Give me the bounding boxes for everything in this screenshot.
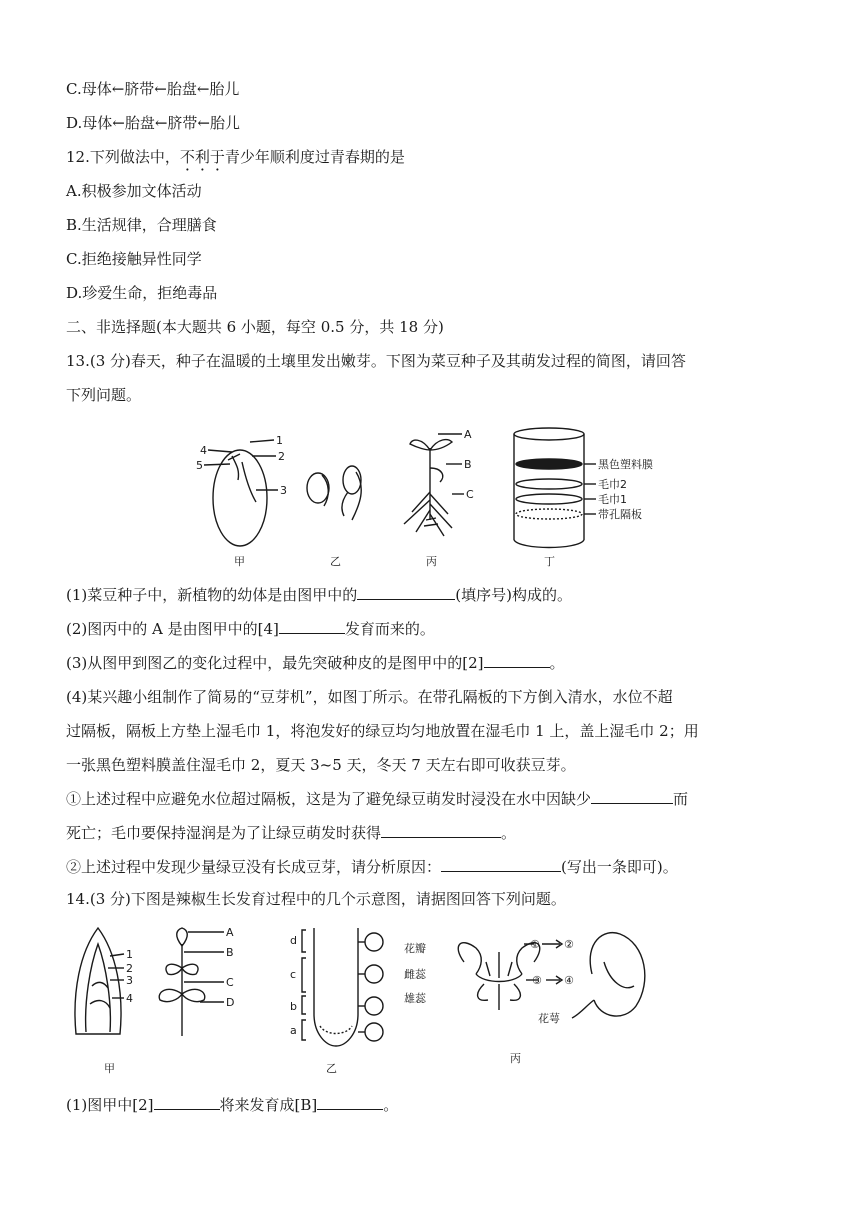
answer-blank[interactable] (317, 1094, 383, 1110)
q13-part4a-line2-tail: 。 (501, 824, 517, 842)
q11-option-c: C.母体←脐带←胎盘←胎儿 (66, 80, 240, 98)
q14-part1-tail: 。 (383, 1096, 399, 1114)
q13-part4b-tail: (写出一条即可)。 (561, 858, 678, 876)
shoot-label-b: B (226, 946, 234, 959)
seed-label-4: 4 (200, 444, 207, 457)
root-label-c: c (290, 968, 297, 981)
caption-yi: 乙 (326, 1062, 337, 1075)
q13-part2 (66, 618, 435, 640)
answer-blank[interactable] (279, 618, 345, 634)
q13-stem-line1: 13.(3 分)春天，种子在温暖的土壤里发出嫩芽。下图为菜豆种子及其萌发过程的简图，请回答 (66, 352, 686, 370)
q12-emph-char: 于 (209, 148, 225, 166)
flower-label-petal: 花瓣 (404, 942, 426, 955)
shoot-label-a: A (226, 926, 234, 939)
q13-stem-line2: 下列问题。 (66, 386, 142, 404)
q13-part2-text: (2)图丙中的 A 是由图甲中的[4] (66, 620, 279, 638)
q14-part1-mid: 将来发育成[B] (219, 1096, 318, 1114)
q13-part4-line2: 过隔板，隔板上方垫上湿毛巾 1，将泡发好的绿豆均匀地放置在湿毛巾 1 上，盖上湿毛巾 2；用 (66, 722, 699, 740)
q13-part4-line1: (4)某兴趣小组制作了简易的“豆芽机”，如图丁所示。在带孔隔板的下方倒入清水，水位不超 (66, 688, 673, 706)
seedling-label-b: B (464, 458, 472, 471)
q14-part1-text: (1)图甲中[2] (66, 1096, 154, 1114)
sprout-machine-diagram (514, 428, 596, 548)
bud-label-3: 3 (126, 974, 133, 987)
bud-diagram (75, 928, 124, 1034)
q13-part3-text: (3)从图甲到图乙的变化过程中，最先突破种皮的是图甲中的[2] (66, 654, 484, 672)
caption-bing: 丙 (510, 1052, 521, 1065)
shoot-diagram (159, 928, 224, 1036)
q12-stem-post: 青少年顺利度过青春期的是 (224, 148, 405, 166)
shoot-label-d: D (226, 996, 235, 1009)
q12-stem (66, 146, 405, 168)
flower-label-circle2: ② (564, 938, 574, 951)
machine-label-film: 黑色塑料膜 (598, 458, 653, 471)
shoot-label-c: C (226, 976, 234, 989)
caption-jia: 甲 (234, 555, 245, 568)
machine-label-towel1: 毛巾1 (598, 493, 627, 506)
q14-stem: 14.(3 分)下图是辣椒生长发育过程中的几个示意图，请据图回答下列问题。 (66, 890, 566, 908)
flower-label-stamen: 雄蕊 (404, 992, 426, 1005)
seedling-label-a: A (464, 428, 472, 441)
machine-label-board: 带孔隔板 (598, 508, 642, 521)
q13-part4a-line2 (66, 822, 516, 844)
q13-part4a-text: ①上述过程中应避免水位超过隔板，这是为了避免绿豆萌发时浸没在水中因缺少 (66, 790, 592, 808)
bud-label-1: 1 (126, 948, 133, 961)
root-label-b: b (290, 1000, 297, 1013)
seed-label-2: 2 (278, 450, 285, 463)
q14-figure (64, 922, 664, 1084)
answer-blank[interactable] (441, 856, 561, 872)
bean-seed-diagram (204, 440, 278, 546)
section-heading: 二、非选择题(本大题共 6 小题，每空 0.5 分，共 18 分) (66, 318, 444, 336)
machine-label-towel2: 毛巾2 (598, 478, 627, 491)
flower-label-circle1: ① (530, 938, 540, 951)
q12-option-d: D.珍爱生命，拒绝毒品 (66, 284, 218, 302)
answer-blank[interactable] (154, 1094, 220, 1110)
seed-label-3: 3 (280, 484, 287, 497)
root-tip-diagram (302, 928, 383, 1046)
q12-option-a: A.积极参加文体活动 (66, 182, 202, 200)
flower-fruit-diagram (458, 933, 645, 1018)
germinating-seed-diagram (307, 466, 361, 520)
q13-part4a-tail: 而 (673, 790, 689, 808)
seedling-label-c: C (466, 488, 474, 501)
q13-part3 (66, 652, 565, 674)
caption-bing: 丙 (426, 555, 437, 568)
answer-blank[interactable] (381, 822, 501, 838)
q13-part1 (66, 584, 572, 606)
caption-yi: 乙 (330, 555, 341, 568)
q13-part4-line3: 一张黑色塑料膜盖住湿毛巾 2，夏天 3~5 天，冬天 7 天左右即可收获豆芽。 (66, 756, 576, 774)
q12-emph-char: 利 (194, 148, 210, 166)
q13-part4b-text: ②上述过程中发现少量绿豆没有长成豆芽，请分析原因： (66, 858, 442, 876)
q12-option-b: B.生活规律，合理膳食 (66, 216, 217, 234)
bud-label-4: 4 (126, 992, 133, 1005)
caption-jia: 甲 (104, 1062, 115, 1075)
answer-blank[interactable] (591, 788, 673, 804)
bud-label-2: 2 (126, 962, 133, 975)
q12-option-c: C.拒绝接触异性同学 (66, 250, 202, 268)
flower-label-pistil: 雌蕊 (404, 968, 426, 981)
seed-label-1: 1 (276, 434, 283, 447)
flower-label-sepal: 花萼 (538, 1012, 560, 1025)
root-label-d: d (290, 934, 297, 947)
q13-part3-tail: 。 (549, 654, 565, 672)
q13-part4a-line2-text: 死亡；毛巾要保持湿润是为了让绿豆萌发时获得 (66, 824, 382, 842)
root-label-a: a (290, 1024, 297, 1037)
q13-part1-text: (1)菜豆种子中，新植物的幼体是由图甲中的 (66, 586, 358, 604)
answer-blank[interactable] (357, 584, 455, 600)
q13-figure (190, 420, 670, 570)
q14-part1 (66, 1094, 398, 1116)
caption-ding: 丁 (544, 555, 555, 568)
seed-label-5: 5 (196, 459, 203, 472)
q12-stem-pre: 12.下列做法中， (66, 148, 180, 166)
q13-part1-tail: (填序号)构成的。 (455, 586, 572, 604)
flower-label-circle3: ③ (532, 974, 542, 987)
q12-emph-char: 不 (179, 148, 195, 166)
q13-part2-tail: 发育而来的。 (344, 620, 435, 638)
flower-label-circle4: ④ (564, 974, 574, 987)
answer-blank[interactable] (484, 652, 550, 668)
q13-part4b (66, 856, 678, 878)
q11-option-d: D.母体←胎盘←脐带←胎儿 (66, 114, 240, 132)
seedling-diagram (404, 434, 464, 536)
q13-part4a (66, 788, 688, 810)
